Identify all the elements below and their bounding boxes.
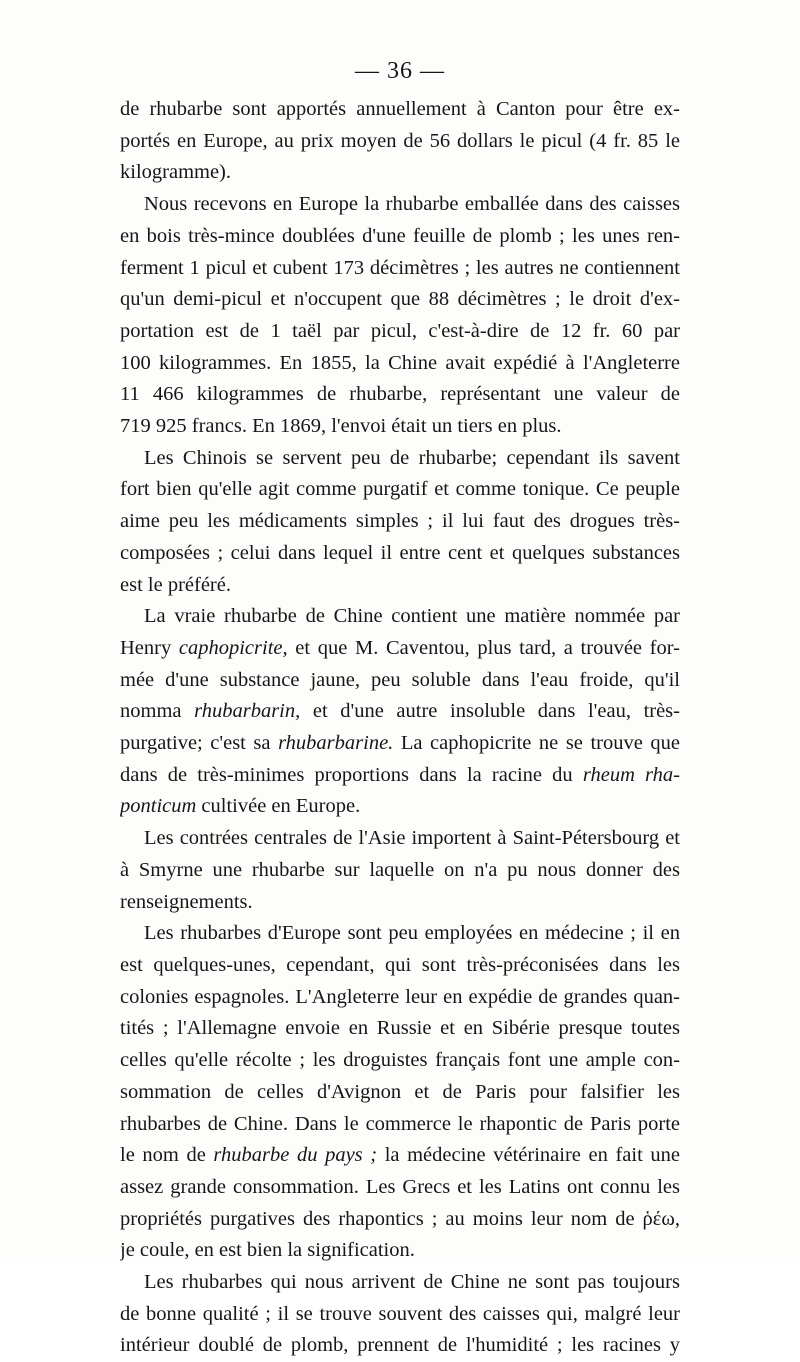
text-line: rhubarbes de Chine. Dans le commerce le rhapontic de Paris porte xyxy=(120,1112,680,1135)
paragraph xyxy=(120,918,680,1267)
text-line: Henry caphopicrite, et que M. Caventou, plus tard, a trouvée for- xyxy=(120,636,680,659)
text-line: portés en Europe, au prix moyen de 56 dollars le picul (4 fr. 85 le xyxy=(120,129,680,152)
text-line: qu'un demi-picul et n'occupent que 88 décimètres ; le droit d'ex- xyxy=(120,288,680,311)
text-line: 100 kilogrammes. En 1855, la Chine avait expédié à l'Angleterre xyxy=(120,351,680,374)
page-number: — 36 — xyxy=(355,58,445,84)
text-line: en bois très-mince doublées d'une feuille de plomb ; les unes ren- xyxy=(120,224,680,247)
text-line: composées ; celui dans lequel il entre cent et quelques substances xyxy=(120,541,680,564)
text-line: renseignements. xyxy=(120,890,253,913)
paragraph xyxy=(120,823,680,918)
paragraph xyxy=(120,443,680,602)
text-line: tités ; l'Allemagne envoie en Russie et en Sibérie presque toutes xyxy=(120,1017,680,1040)
text-line: Les rhubarbes d'Europe sont peu employées en médecine ; il en xyxy=(144,922,680,945)
text-line: mée d'une substance jaune, peu soluble dans l'eau froide, qu'il xyxy=(120,668,680,691)
text-line: La vraie rhubarbe de Chine contient une matière nommée par xyxy=(144,605,680,628)
text-line: 719 925 francs. En 1869, l'envoi était un tiers en plus. xyxy=(120,415,562,438)
text-line: est le préféré. xyxy=(120,573,231,596)
text-line: colonies espagnoles. L'Angleterre leur en expédie de grandes quan- xyxy=(120,985,680,1008)
text-line: celles qu'elle récolte ; les droguistes français font une ample con- xyxy=(120,1049,680,1072)
paragraph xyxy=(120,189,680,443)
paragraph xyxy=(120,601,680,823)
text-line: de bonne qualité ; il se trouve souvent des caisses qui, malgré leur xyxy=(120,1302,680,1325)
italic-term: rheum rha- xyxy=(582,763,680,786)
text-line: kilogramme). xyxy=(120,161,232,184)
text-line: propriétés purgatives des rhapontics ; au moins leur nom de ῥέω, xyxy=(120,1207,680,1230)
text-line: Nous recevons en Europe la rhubarbe emballée dans des caisses xyxy=(144,193,680,216)
italic-term: rhubarbarin, xyxy=(194,700,301,723)
text-line: de rhubarbe sont apportés annuellement à Canton pour être ex- xyxy=(120,98,680,120)
italic-term: rhubarbe du pays ; xyxy=(213,1144,378,1167)
text-line: Les rhubarbes qui nous arrivent de Chine ne sont pas toujours xyxy=(144,1271,680,1294)
text-line: 11 466 kilogrammes de rhubarbe, représentant une valeur de xyxy=(120,383,680,406)
text-line: dans de très-minimes proportions dans la racine du rheum rha- xyxy=(120,763,680,786)
paragraph xyxy=(120,1267,680,1362)
page-body xyxy=(120,94,680,1362)
italic-term: caphopicrite, xyxy=(178,636,288,659)
text-line: fort bien qu'elle agit comme purgatif et comme tonique. Ce peuple xyxy=(120,478,680,501)
text-line: ponticum cultivée en Europe. xyxy=(120,795,361,818)
text-line: est quelques-unes, cependant, qui sont très-préconisées dans les xyxy=(120,953,680,976)
text-line: ferment 1 picul et cubent 173 décimètres ; les autres ne contiennent xyxy=(120,256,680,279)
text-line: nomma rhubarbarin, et d'une autre insoluble dans l'eau, très- xyxy=(120,700,680,723)
text-line: Les Chinois se servent peu de rhubarbe; cependant ils savent xyxy=(144,446,680,469)
italic-term: rhubarbarine. xyxy=(278,732,394,755)
text-line: je coule, en est bien la signification. xyxy=(120,1239,415,1262)
text-line: sommation de celles d'Avignon et de Paris pour falsifier les xyxy=(120,1080,680,1103)
paragraph xyxy=(120,94,680,189)
italic-term: ponticum xyxy=(120,795,197,818)
text-line: aime peu les médicaments simples ; il lui faut des drogues très- xyxy=(120,510,680,533)
text-line: assez grande consommation. Les Grecs et les Latins ont connu les xyxy=(120,1175,680,1198)
text-line: portation est de 1 taël par picul, c'est-à-dire de 12 fr. 60 par xyxy=(120,319,680,342)
text-line: le nom de rhubarbe du pays ; la médecine vétérinaire en fait une xyxy=(120,1144,680,1167)
text-line: intérieur doublé de plomb, prennent de l'humidité ; les racines y xyxy=(120,1334,680,1357)
text-line: à Smyrne une rhubarbe sur laquelle on n'a pu nous donner des xyxy=(120,858,680,881)
text-line: purgative; c'est sa rhubarbarine. La caphopicrite ne se trouve que xyxy=(120,732,680,755)
text-line: Les contrées centrales de l'Asie importent à Saint-Pétersbourg et xyxy=(144,827,680,850)
